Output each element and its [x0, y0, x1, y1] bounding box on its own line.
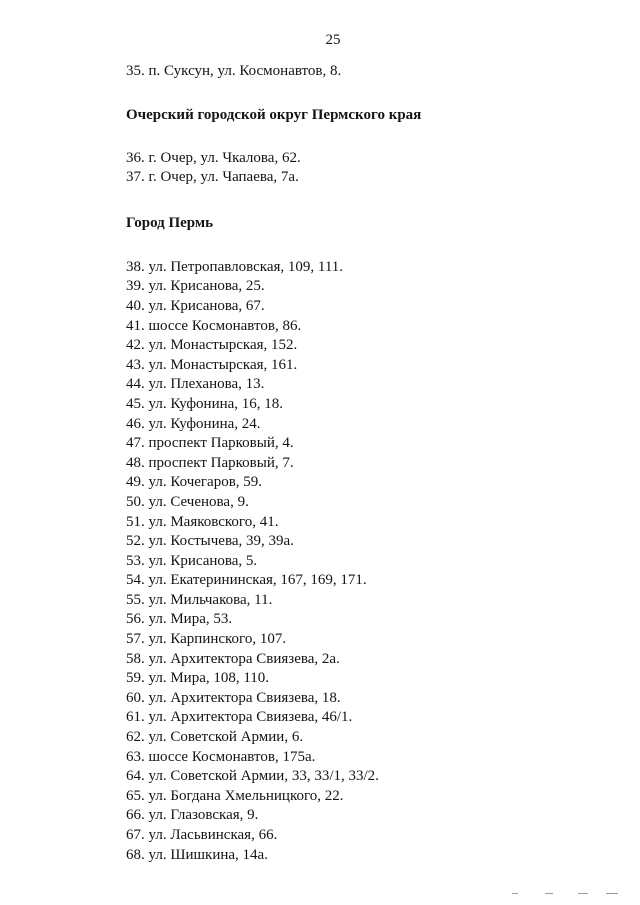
address-list [126, 62, 626, 865]
list-item: 52. ул. Костычева, 39, 39а. [126, 533, 294, 550]
list-item: 55. ул. Мильчакова, 11. [126, 591, 273, 608]
list-item: 42. ул. Монастырская, 152. [126, 337, 298, 354]
list-item: 35. п. Суксун, ул. Космонавтов, 8. [126, 63, 342, 79]
section-ocher [126, 149, 626, 188]
list-item: 51. ул. Маяковского, 41. [126, 513, 279, 530]
list-item: 38. ул. Петропавловская, 109, 111. [126, 258, 344, 275]
list-item: 39. ул. Крисанова, 25. [126, 278, 265, 295]
list-item: 41. шоссе Космонавтов, 86. [126, 317, 302, 334]
list-item: 56. ул. Мира, 53. [126, 611, 233, 628]
scan-mark [545, 893, 553, 894]
list-item: 37. г. Очер, ул. Чапаева, 7а. [126, 169, 299, 186]
list-item: 59. ул. Мира, 108, 110. [126, 670, 270, 687]
list-item: 60. ул. Архитектора Свиязева, 18. [126, 689, 341, 706]
section-heading-perm: Город Пермь [126, 214, 214, 231]
list-item: 66. ул. Глазовская, 9. [126, 807, 259, 824]
list-item: 54. ул. Екатерининская, 167, 169, 171. [126, 572, 367, 589]
scan-mark [512, 893, 518, 894]
list-item: 45. ул. Куфонина, 16, 18. [126, 395, 284, 412]
list-item: 46. ул. Куфонина, 24. [126, 415, 261, 432]
list-item: 47. проспект Парковый, 4. [126, 435, 294, 452]
scan-mark [578, 893, 588, 894]
list-item: 65. ул. Богдана Хмельницкого, 22. [126, 787, 344, 804]
list-item: 64. ул. Советской Армии, 33, 33/1, 33/2. [126, 768, 379, 785]
list-item: 50. ул. Сеченова, 9. [126, 493, 249, 510]
section-heading-ocher: Очерский городской округ Пермского края [126, 106, 422, 123]
section-suksun [126, 62, 626, 82]
list-item: 49. ул. Кочегаров, 59. [126, 474, 263, 491]
list-item: 68. ул. Шишкина, 14а. [126, 846, 268, 863]
list-item: 61. ул. Архитектора Свиязева, 46/1. [126, 709, 353, 726]
list-item: 63. шоссе Космонавтов, 175а. [126, 748, 316, 765]
list-item: 62. ул. Советской Армии, 6. [126, 729, 304, 746]
list-item: 40. ул. Крисанова, 67. [126, 297, 265, 314]
list-item: 36. г. Очер, ул. Чкалова, 62. [126, 149, 301, 166]
list-item: 57. ул. Карпинского, 107. [126, 631, 287, 648]
list-item: 58. ул. Архитектора Свиязева, 2а. [126, 650, 340, 667]
scan-mark [606, 893, 618, 894]
list-item: 48. проспект Парковый, 7. [126, 454, 294, 471]
list-item: 44. ул. Плеханова, 13. [126, 376, 265, 393]
list-item: 43. ул. Монастырская, 161. [126, 356, 298, 373]
section-perm [126, 258, 626, 865]
page-number: 25 [325, 32, 341, 48]
list-item: 67. ул. Ласьвинская, 66. [126, 827, 278, 843]
list-item: 53. ул. Крисанова, 5. [126, 552, 258, 569]
